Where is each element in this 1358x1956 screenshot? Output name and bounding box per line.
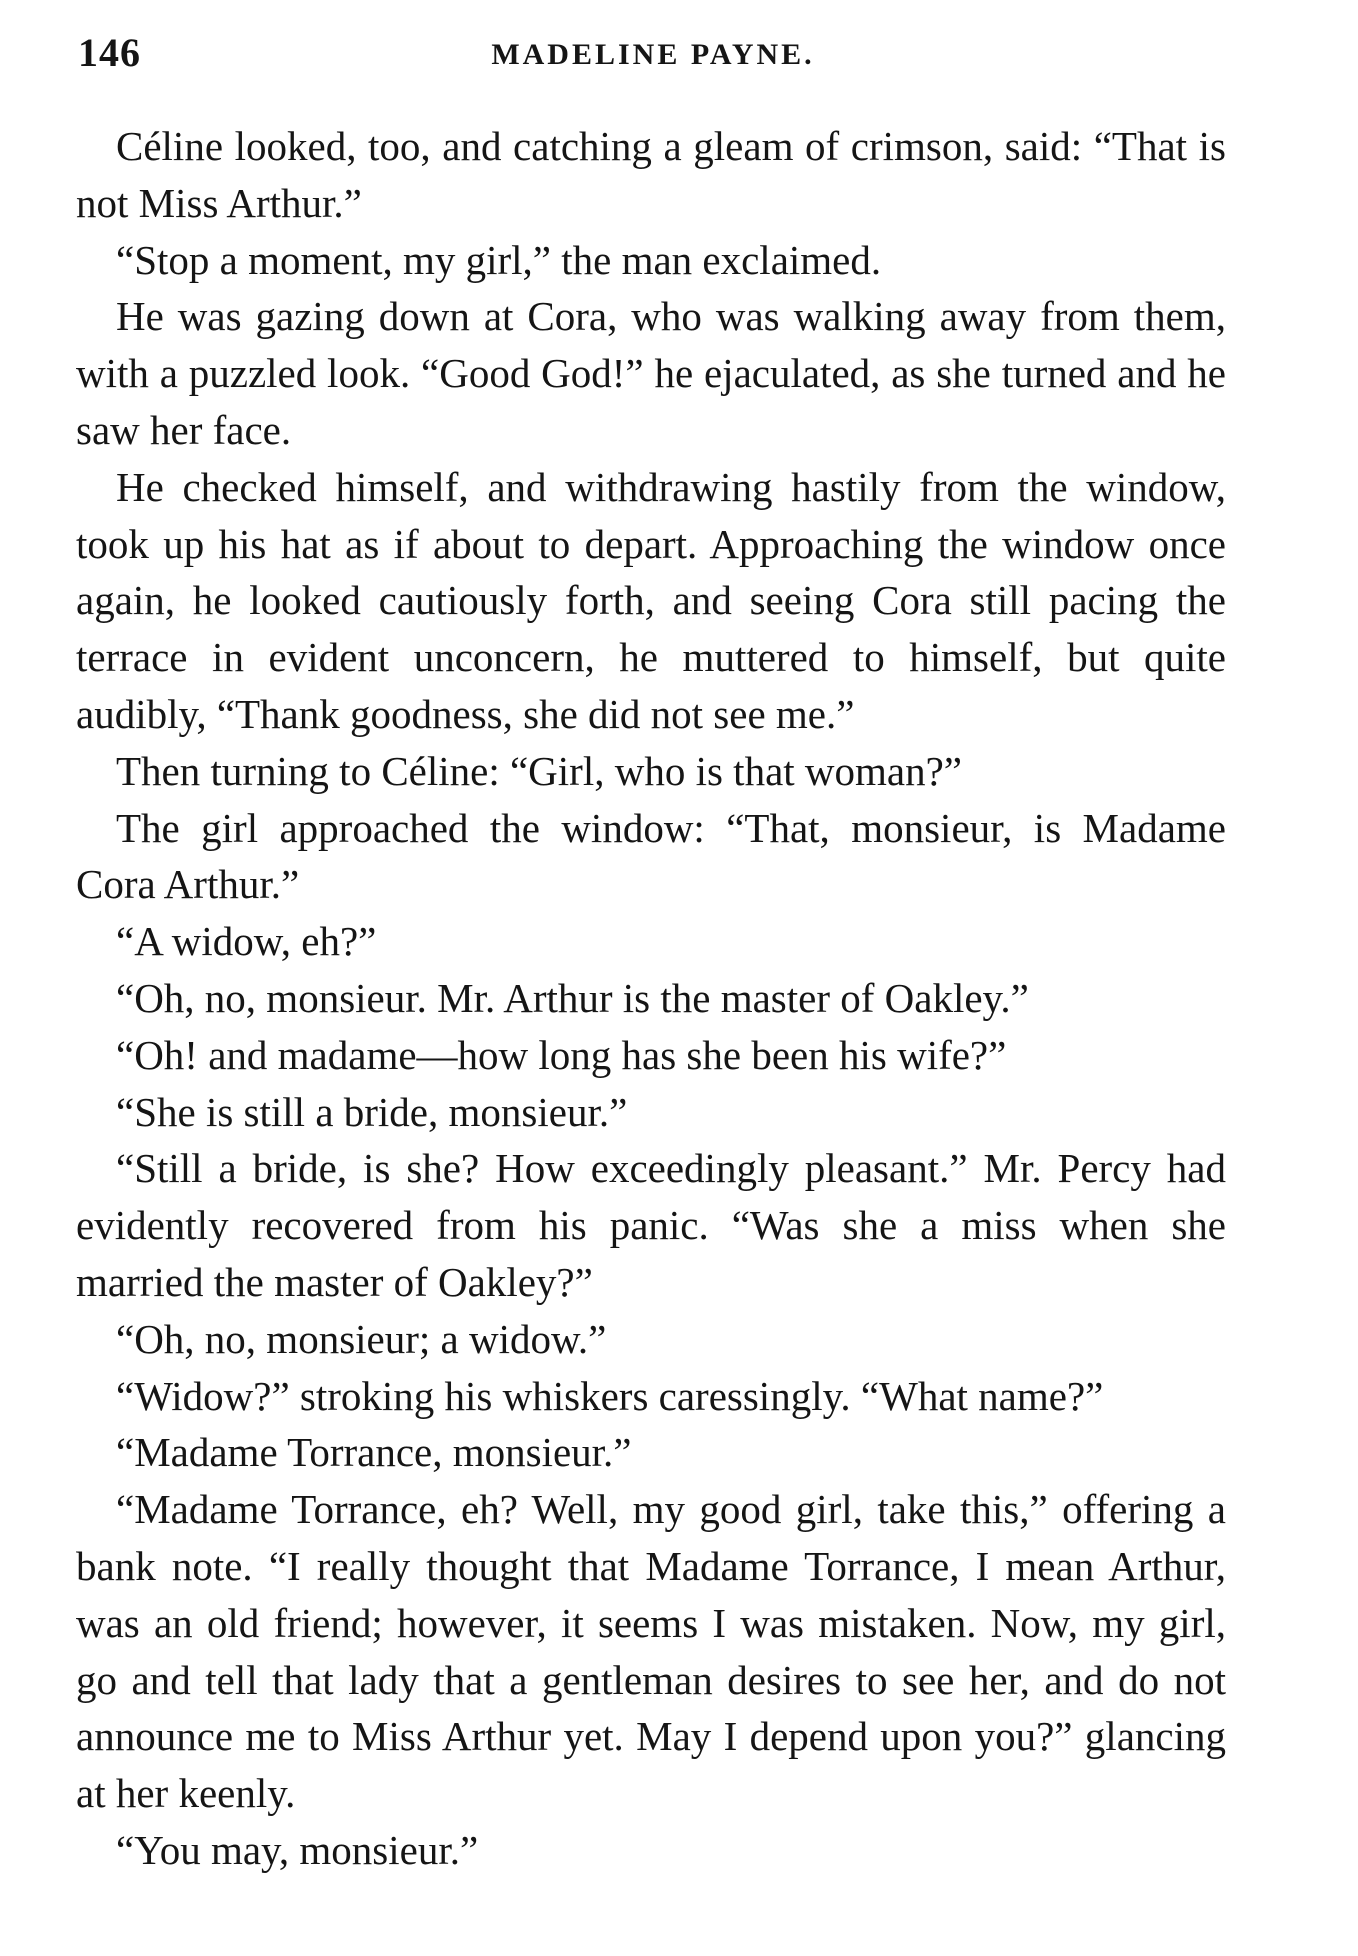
paragraph: Céline looked, too, and catching a gleam of crimson, said: “That is not Miss Arthur.” (76, 123, 1226, 226)
running-head (78, 28, 1228, 78)
paragraph: “You may, monsieur.” (116, 1826, 479, 1873)
paragraph: “Oh! and madame—how long has she been his wife?” (116, 1031, 1007, 1078)
paragraph: “Widow?” stroking his whiskers caressingly. “What name?” (116, 1372, 1104, 1419)
paragraph: The girl approached the window: “That, monsieur, is Madame Cora Arthur.” (76, 804, 1226, 908)
paragraph: “Still a bride, is she? How exceedingly pleasant.” Mr. Percy had evidently recovered from his panic. “Was she a miss when she married the master of Oakley?” (76, 1145, 1226, 1305)
paragraph: “Oh, no, monsieur. Mr. Arthur is the master of Oakley.” (116, 974, 1029, 1021)
paragraph: “She is still a bride, monsieur.” (116, 1088, 628, 1135)
page-number: 146 (78, 30, 141, 75)
running-title: MADELINE PAYNE. (491, 38, 815, 71)
paragraph: “Madame Torrance, eh? Well, my good girl, take this,” offering a bank note. “I really thought that Madame Torrance, I mean Arthur, was an old friend; however, it seems I was mistaken. Now, my girl, go and tell that lady that a gentleman desires to see her, and do not announce me to Miss Arthur yet. May I depend upon you?” glancing at her keenly. (76, 1486, 1226, 1817)
body-text (76, 118, 1226, 1879)
paragraph: He was gazing down at Cora, who was walking away from them, with a puzzled look. “Good God!” he ejaculated, as she turned and he saw her face. (76, 293, 1226, 453)
paragraph: “Stop a moment, my girl,” the man exclaimed. (116, 236, 882, 283)
paragraph: “Madame Torrance, monsieur.” (116, 1429, 632, 1476)
paragraph: Then turning to Céline: “Girl, who is that woman?” (116, 747, 963, 794)
paragraph: “Oh, no, monsieur; a widow.” (116, 1315, 607, 1362)
paragraph: “A widow, eh?” (116, 918, 377, 965)
paragraph: He checked himself, and withdrawing hastily from the window, took up his hat as if about to depart. Approaching the window once again, he looked cautiously forth, and seeing Cora still pacing the terrace in evident unconcern, he muttered to himself, but quite audibly, “Thank goodness, she did not see me.” (76, 463, 1226, 737)
